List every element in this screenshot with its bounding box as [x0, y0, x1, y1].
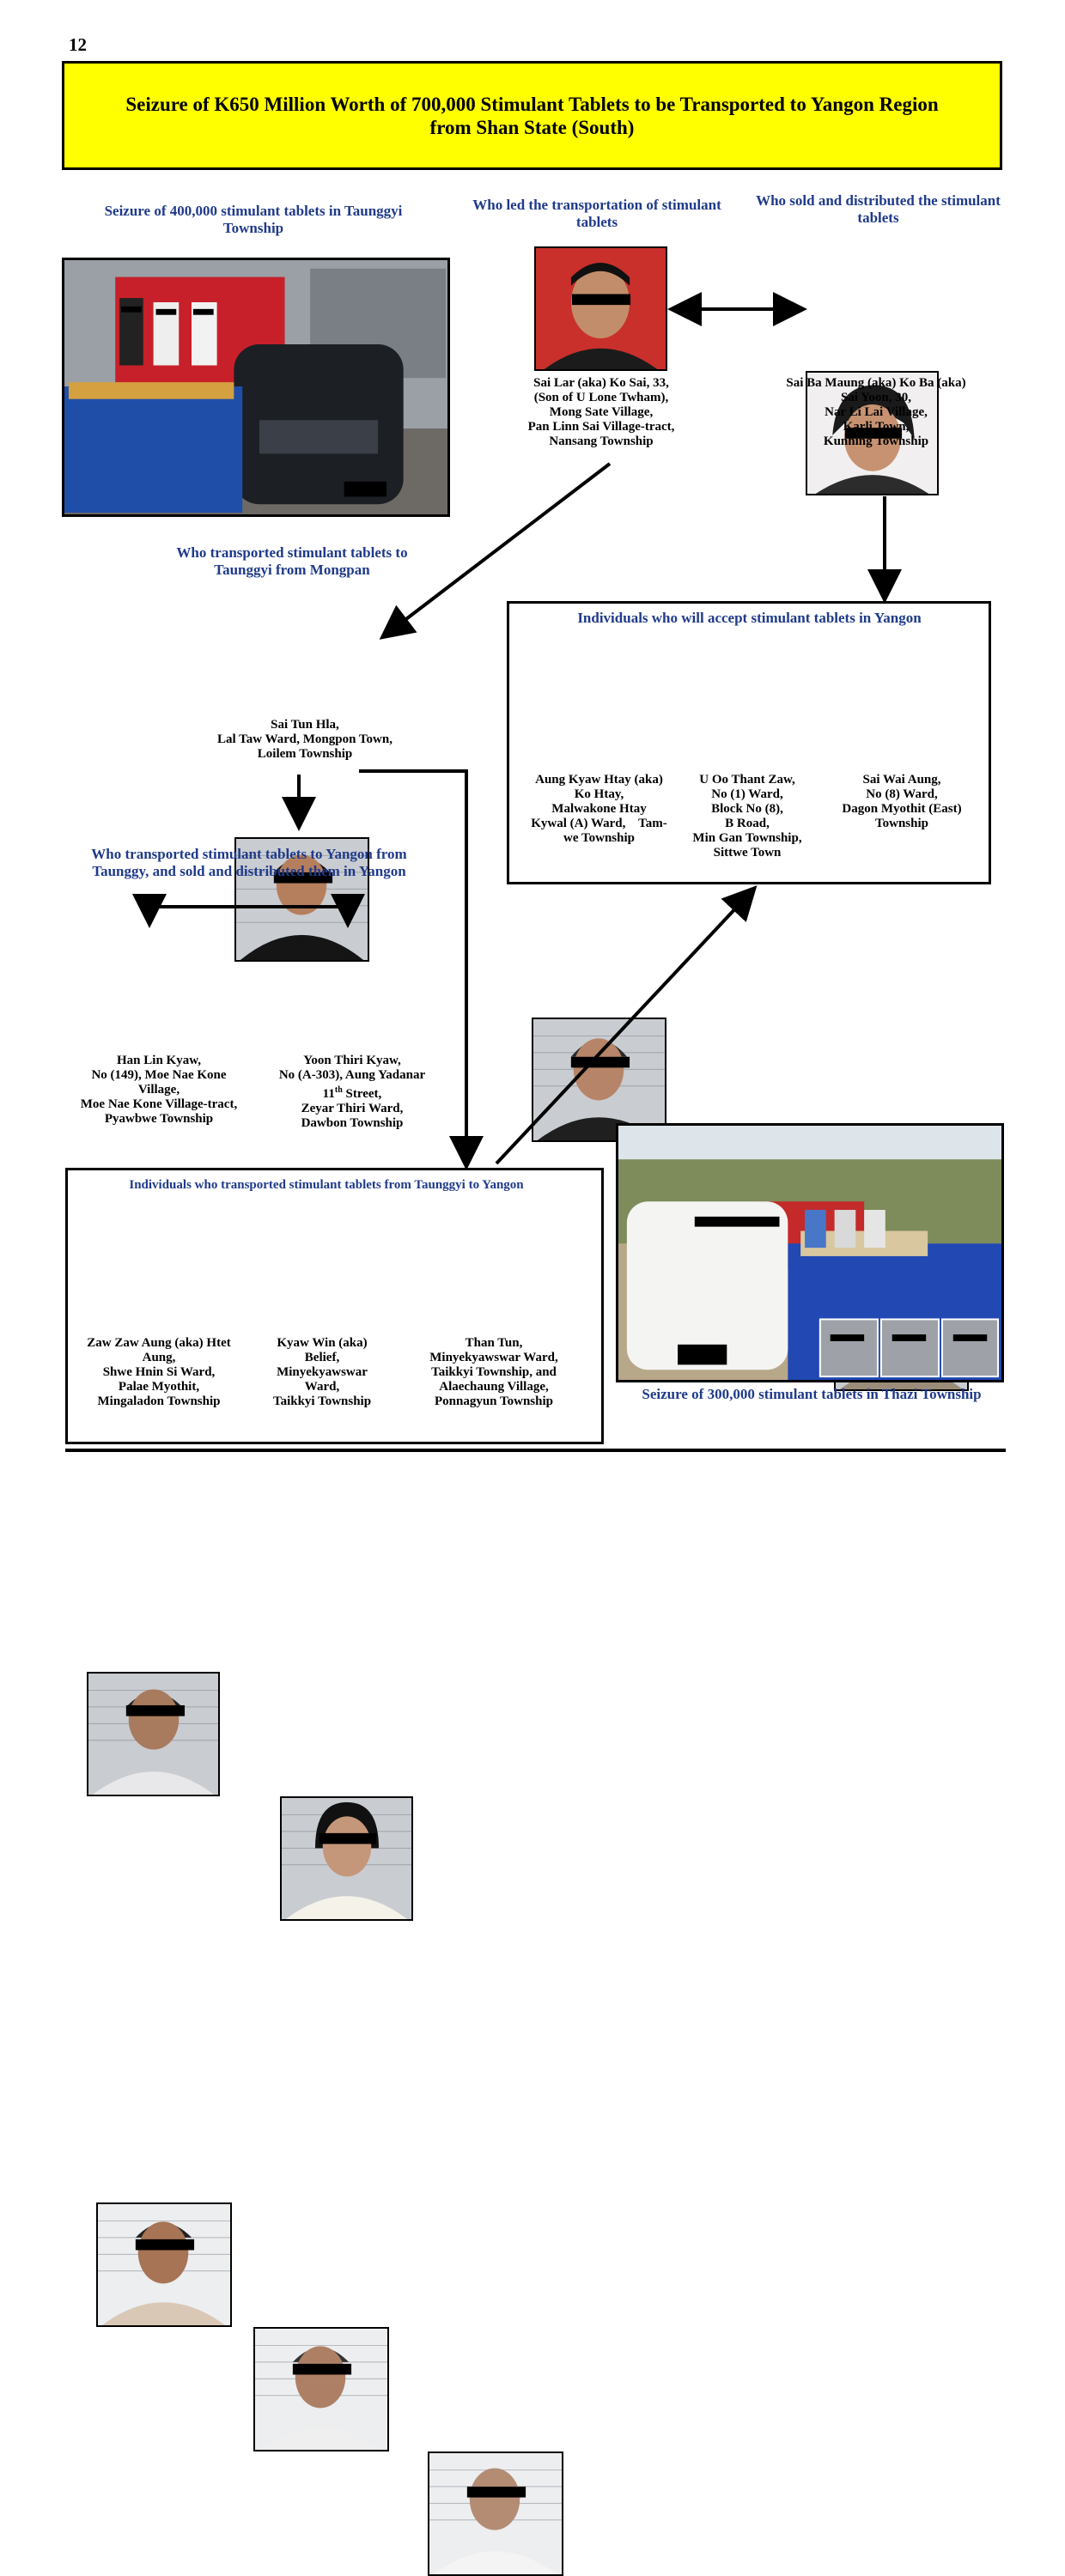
seller-caption: Who sold and distributed the stimulant tablets — [756, 192, 1001, 226]
thazi-transporter-photo — [96, 2202, 232, 2327]
yangon-seller-line: Dawbon Township — [301, 1116, 404, 1130]
seller-line: Kunhing Township — [823, 434, 929, 448]
acceptor-line: Dagon Myothit (East) — [842, 802, 962, 816]
yangon-acceptors-caption: Individuals who will accept stimulant tablets in Yangon — [577, 610, 922, 626]
mongpan-transporter-line: Lal Taw Ward, Mongpon Town, — [217, 732, 393, 746]
leader-line: (Son of U Lone Twham), — [533, 391, 669, 404]
seizure-taunggyi-caption: Seizure of 400,000 stimulant tablets in Taunggyi Township — [104, 203, 403, 236]
yangon-seller-line: No (149), Moe Nae Kone — [91, 1068, 227, 1082]
leader-line: Nansang Township — [549, 434, 654, 448]
acceptor-line: Township — [875, 817, 928, 830]
yangon-seller-line: Zeyar Thiri Ward, — [301, 1102, 404, 1115]
bottom-rule — [65, 1449, 1006, 1452]
yangon-seller-line: Pyawbwe Township — [104, 1112, 214, 1126]
thazi-transporter-photo — [428, 2451, 563, 2576]
thazi-transporter-line: Zaw Zaw Aung (aka) Htet — [87, 1336, 231, 1350]
ordinal-suffix: th — [334, 1085, 343, 1095]
acceptor-line: U Oo Thant Zaw, — [699, 773, 795, 787]
mongpan-transporter-line: Sai Tun Hla, — [271, 718, 339, 732]
street-suffix: Street, — [342, 1087, 382, 1101]
yangon-seller-line: Han Lin Kyaw, — [117, 1054, 201, 1067]
acceptor-line: Malwakone Htay — [551, 802, 647, 816]
title-line-2: from Shan State (South) — [429, 116, 635, 138]
page-number: 12 — [69, 34, 87, 55]
acceptor-line: Aung Kyaw Htay (aka) — [535, 773, 663, 787]
acceptor-line: Kywal (A) Ward, Tam- — [531, 817, 667, 830]
thazi-transporter-line: Minyekyawswar — [277, 1365, 368, 1379]
title-line-1: Seizure of K650 Million Worth of 700,000 Stimulant Tablets to be Transported to Yangon Region — [125, 93, 939, 115]
thazi-transporter-line: Shwe Hnin Si Ward, — [102, 1365, 216, 1379]
acceptor-line: No (1) Ward, — [711, 787, 783, 801]
acceptor-line: No (8) Ward, — [866, 787, 938, 801]
yangon-sellers-caption: Who transported stimulant tablets to Yangon from Taunggy, and sold and distributed them in Yangon — [91, 846, 407, 879]
split-connector — [149, 907, 348, 920]
mongpan-transporter-line: Loilem Township — [257, 747, 353, 761]
acceptor-line: B Road, — [725, 817, 770, 830]
leader-line: Pan Linn Sai Village-tract, — [527, 420, 675, 434]
leader-to-mongpan-arrow — [385, 464, 610, 635]
acceptor-line: Sittwe Town — [713, 846, 782, 860]
seller-line: Nar Li Lai Village, — [825, 405, 928, 419]
yangon-seller-line: Moe Nae Kone Village-tract, — [80, 1097, 238, 1111]
leader-caption: Who led the transportation of stimulant tablets — [472, 197, 721, 230]
thazi-transporter-line: Taikkyi Township, and — [431, 1365, 557, 1379]
thazi-transporter-line: Mingaladon Township — [97, 1394, 221, 1408]
yangon-seller-photo — [87, 1672, 220, 1796]
thazi-transporter-line: Taikkyi Township — [272, 1394, 372, 1408]
seller-line: Karli Town, — [843, 420, 910, 434]
seizure-thazi-caption: Seizure of 300,000 stimulant tablets in Thazi Township — [642, 1386, 982, 1402]
mongpan-transporter-caption: Who transported stimulant tablets to Taunggyi from Mongpan — [176, 544, 408, 578]
acceptor-line: Sai Wai Aung, — [862, 773, 941, 787]
acceptor-line: Min Gan Township, — [692, 831, 802, 845]
thazi-transporter-line: Ward, — [304, 1380, 340, 1394]
thazi-transporter-line: Kyaw Win (aka) — [277, 1336, 368, 1350]
thazi-transporter-line: Than Tun, — [465, 1336, 523, 1350]
leader-line: Mong Sate Village, — [549, 405, 654, 419]
leader-line: Sai Lar (aka) Ko Sai, 33, — [533, 376, 669, 390]
thazi-transporter-line: Palae Myothit, — [118, 1380, 200, 1394]
yangon-seller-photo — [280, 1796, 413, 1921]
acceptor-line: Block No (8), — [711, 802, 783, 816]
thazi-transporter-line: Ponnagyun Township — [434, 1394, 553, 1408]
thazi-transporter-line: Alaechaung Village, — [439, 1380, 549, 1394]
thazi-transporter-line: Aung, — [142, 1351, 176, 1364]
thazi-transporter-photo — [253, 2327, 389, 2451]
yangon-seller-line: Village, — [137, 1083, 180, 1097]
street-number: 11 — [322, 1087, 335, 1101]
thazi-transporter-line: Minyekyawswar Ward, — [429, 1351, 558, 1364]
yangon-seller-line: Yoon Thiri Kyaw, — [303, 1054, 401, 1067]
acceptor-line: we Township — [563, 831, 635, 845]
thazi-transporters-caption: Individuals who transported stimulant tablets from Taunggyi to Yangon — [129, 1178, 524, 1192]
seller-line: Sai Ba Maung (aka) Ko Ba (aka) — [786, 376, 966, 390]
thazi-to-acceptors-arrow — [496, 890, 752, 1163]
mongpan-to-thazi-connector — [359, 771, 466, 1163]
thazi-transporter-line: Belief, — [304, 1351, 340, 1364]
acceptor-line: Ko Htay, — [574, 787, 624, 801]
yangon-seller-line: No (A-303), Aung Yadanar — [278, 1068, 426, 1082]
seller-line: Sai Yoon, 30, — [841, 391, 911, 404]
